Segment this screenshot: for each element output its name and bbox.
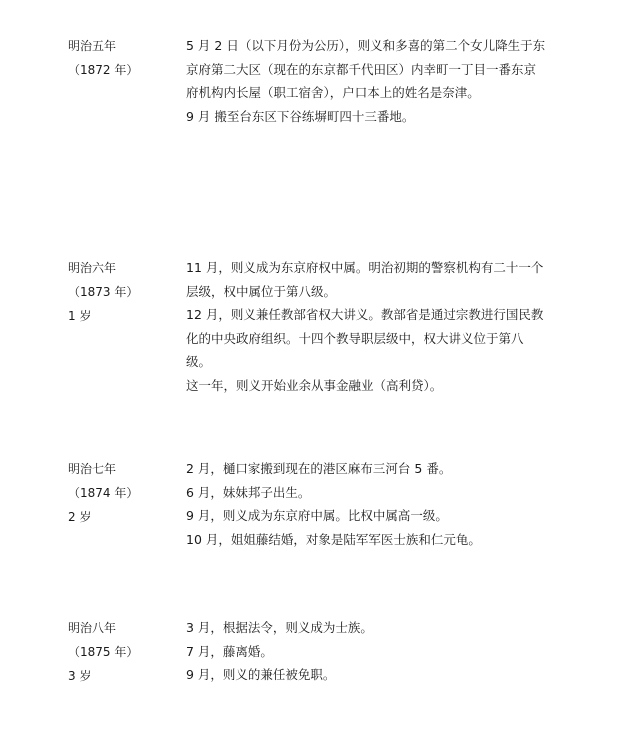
event-paragraph: 9 月 搬至台东区下谷练塀町四十三番地。 — [186, 108, 415, 124]
event-paragraph: 5 月 2 日（以下月份为公历），则义和多喜的第二个女儿降生于东京府第二大区（现在的东京都千代田区）内幸町一丁目一番东京府机构内长屋（职工宿舍），户口本上的姓名是奈津。 — [186, 38, 546, 100]
year-label: （1872 年） — [68, 63, 139, 77]
event-paragraph: 9 月，则义成为东京府中属。比权中属高一级。 — [186, 508, 448, 523]
age-label: 2 岁 — [68, 510, 92, 524]
year-label: （1874 年） — [68, 486, 139, 500]
era-label: 明治五年 — [68, 39, 117, 53]
event-text — [186, 616, 548, 687]
year-column — [68, 616, 168, 688]
year-label: （1875 年） — [68, 645, 139, 659]
year-column — [68, 256, 168, 328]
age-label: 1 岁 — [68, 309, 92, 323]
event-paragraph: 2 月，樋口家搬到现在的港区麻布三河台 5 番。 — [186, 461, 452, 476]
event-text — [186, 34, 548, 128]
era-label: 明治八年 — [68, 621, 117, 635]
event-paragraph: 7 月，藤离婚。 — [186, 643, 273, 659]
year-column — [68, 34, 168, 82]
event-paragraph: 6 月，妹妹邦子出生。 — [186, 484, 311, 500]
age-label: 3 岁 — [68, 669, 92, 683]
year-column — [68, 457, 168, 529]
event-paragraph: 3 月，根据法令，则义成为士族。 — [186, 620, 373, 635]
event-paragraph: 10 月，姐姐藤结婚，对象是陆军军医士族和仁元龟。 — [186, 531, 481, 547]
event-text — [186, 457, 548, 551]
event-paragraph: 9 月，则义的兼任被免职。 — [186, 667, 336, 682]
event-paragraph: 11 月，则义成为东京府权中属。明治初期的警察机构有二十一个层级，权中属位于第八级。 — [186, 260, 544, 299]
era-label: 明治七年 — [68, 462, 117, 476]
year-label: （1873 年） — [68, 285, 139, 299]
event-paragraph: 这一年，则义开始业余从事金融业（高利贷）。 — [186, 377, 443, 393]
era-label: 明治六年 — [68, 261, 117, 275]
event-text — [186, 256, 548, 397]
event-paragraph: 12 月，则义兼任教部省权大讲义。教部省是通过宗教进行国民教化的中央政府组织。十四个教导职层级中，权大讲义位于第八级。 — [186, 307, 544, 369]
